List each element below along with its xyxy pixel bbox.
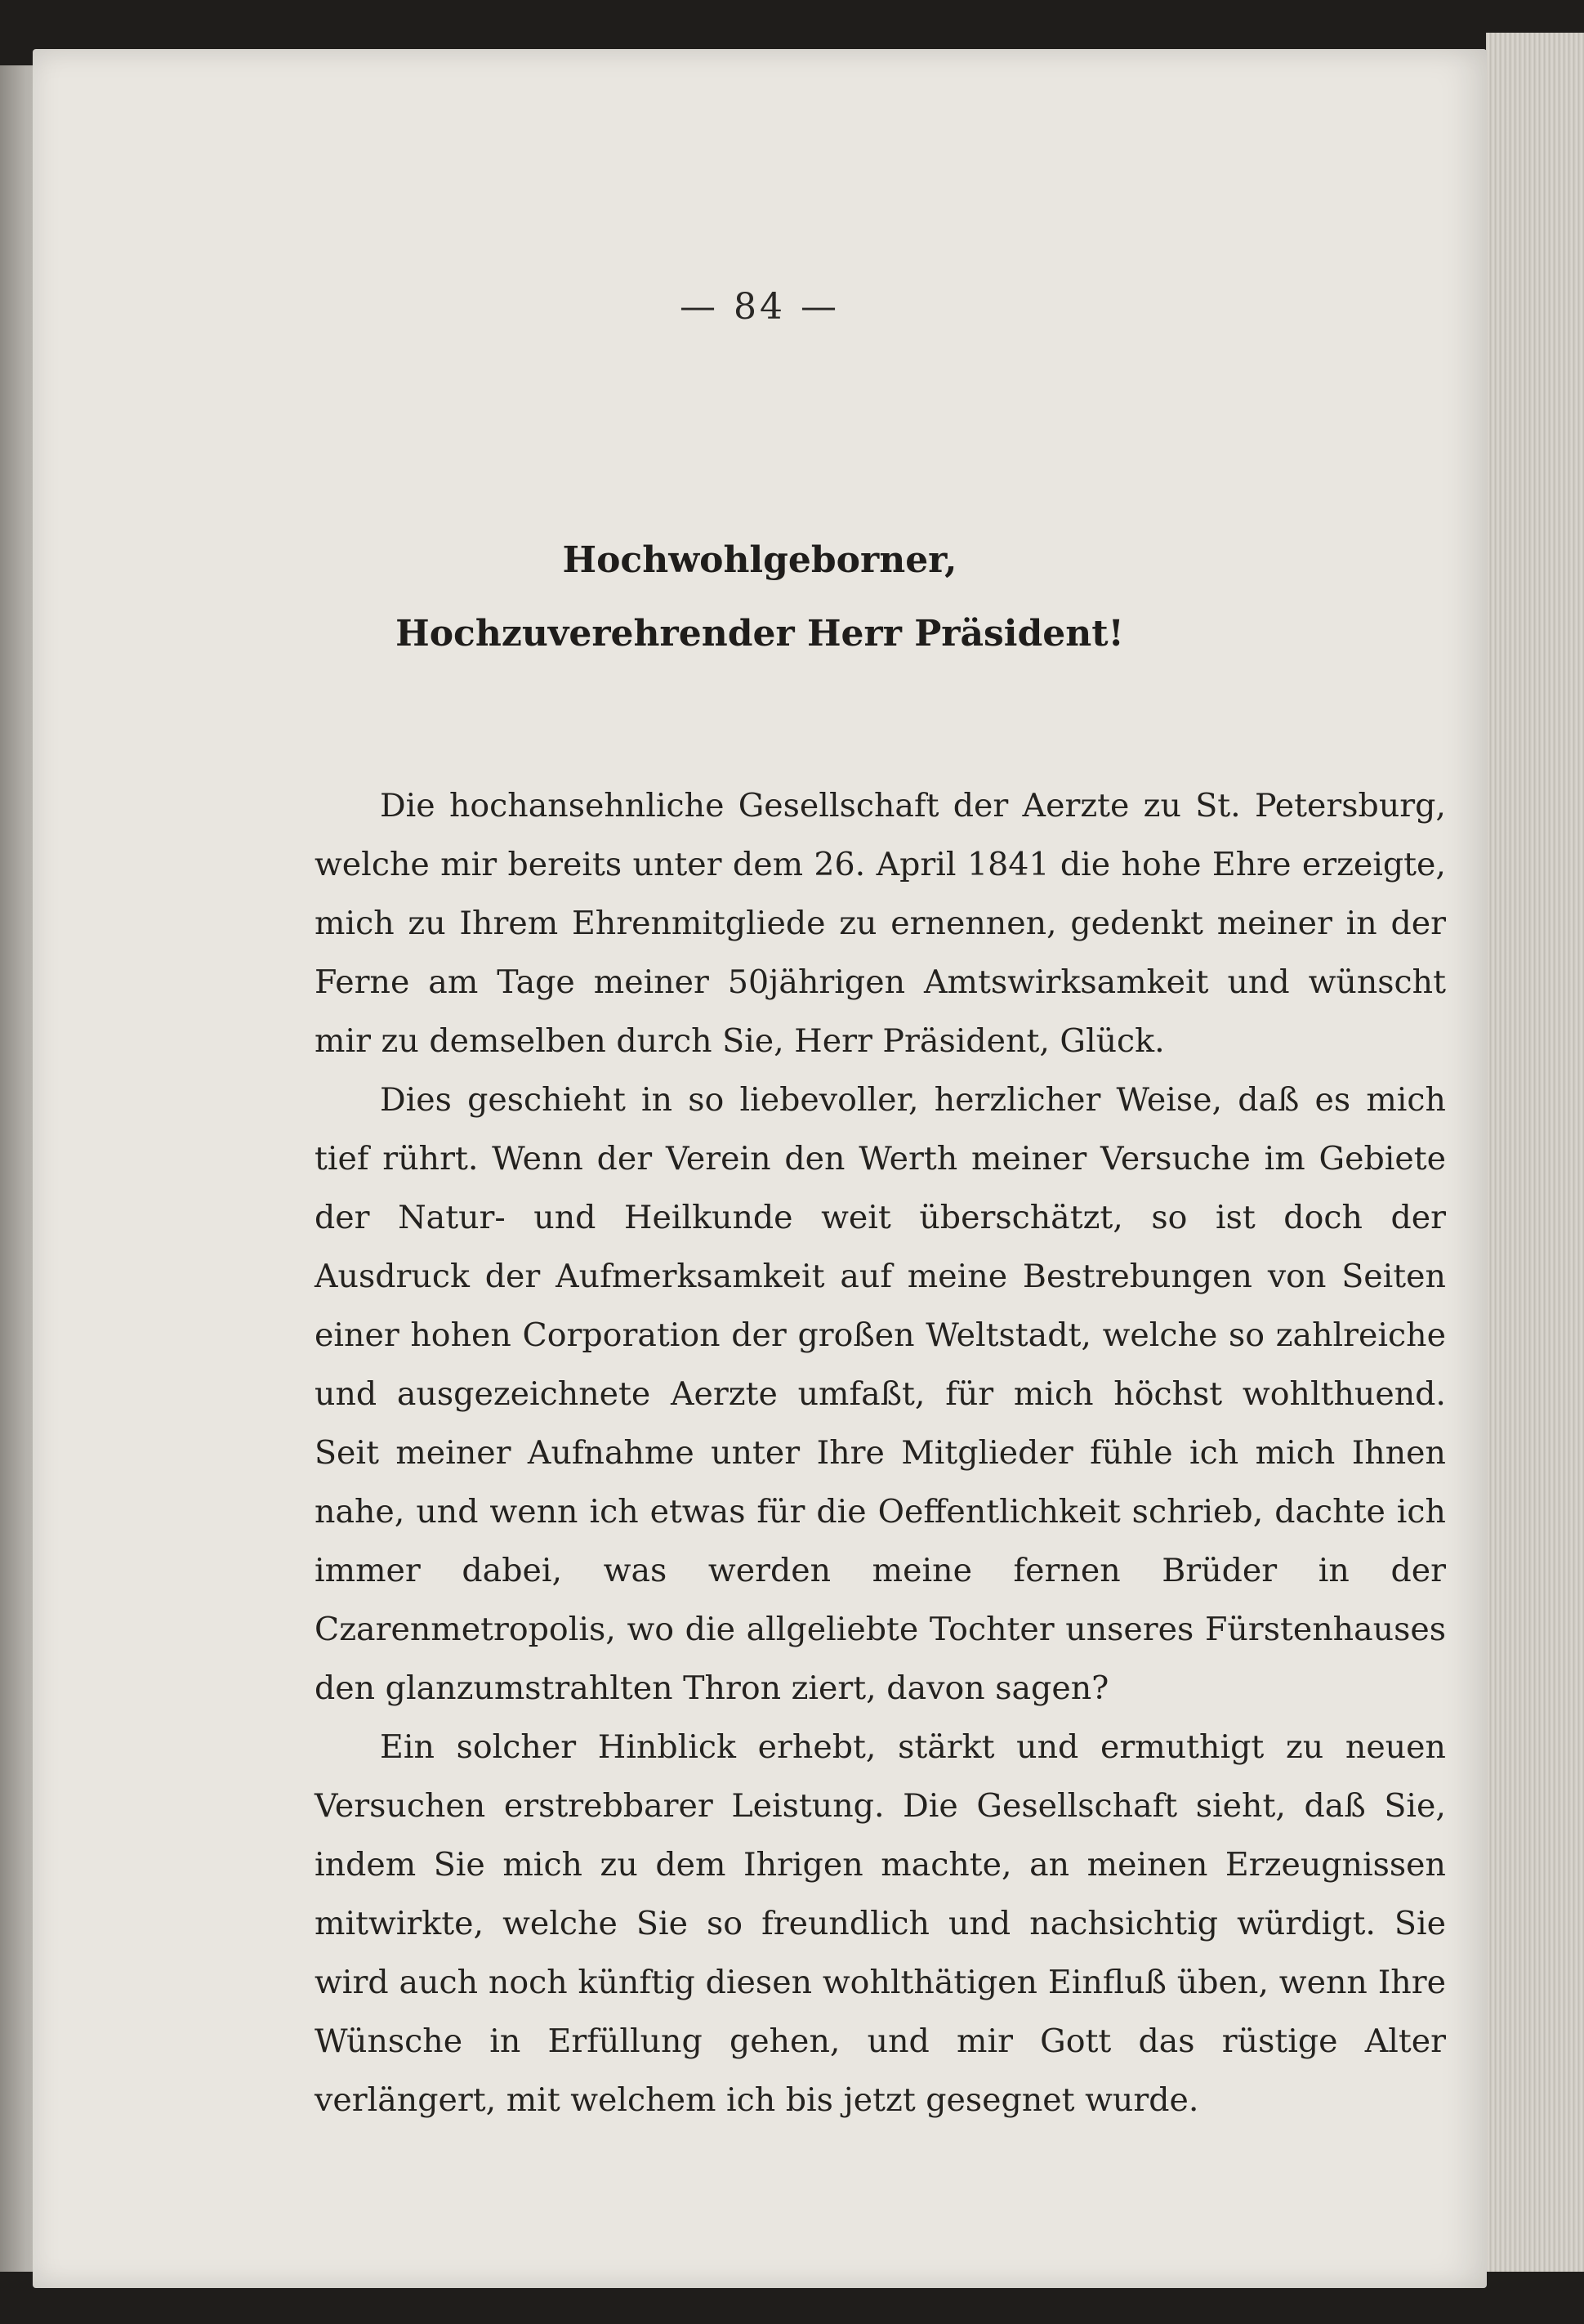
- paragraph-1: Die hochansehnliche Gesellschaft der Aerzte zu St. Petersburg, welche mir bereits unter dem 26. April 1841 die hohe Ehre erzeigte, mich zu Ihrem Ehrenmitgliede zu ernennen, gedenkt meiner in der Ferne am Tage meiner 50jährigen Amtswirksamkeit und wünscht mir zu demselben durch Sie, Herr Präsident, Glück.: [315, 787, 1446, 1060]
- paragraph-2: Dies geschieht in so liebevoller, herzlicher Weise, daß es mich tief rührt. Wenn der Verein den Werth meiner Versuche im Gebiete der Natur- und Heilkunde weit überschätzt, so ist doch der Ausdruck der Aufmerksamkeit auf meine Bestrebungen von Seiten einer hohen Corporation der großen Weltstadt, welche so zahlreiche und ausgezeichnete Aerzte umfaßt, für mich höchst wohlthuend. Seit meiner Aufnahme unter Ihre Mitglieder fühle ich mich Ihnen nahe, und wenn ich etwas für die Oeffentlichkeit schrieb, dachte ich immer dabei, was werden meine fernen Brüder in der Czarenmetropolis, wo die allgeliebte Tochter unseres Fürstenhauses den glanzumstrahlten Thron ziert, davon sagen?: [315, 1081, 1446, 1707]
- salutation-line-1: Hochwohlgeborner,: [562, 539, 957, 581]
- book-page: [33, 49, 1487, 2288]
- salutation-line-2: Hochzuverehrender Herr Präsident!: [395, 613, 1124, 655]
- paragraph-3: Ein solcher Hinblick erhebt, stärkt und ermuthigt zu neuen Versuchen erstrebbarer Leistung. Die Gesellschaft sieht, daß Sie, indem Sie mich zu dem Ihrigen machte, an meinen Erzeugnissen mitwirkte, welche Sie so freundlich und nachsichtig würdigt. Sie wird auch noch künftig diesen wohlthätigen Einfluß üben, wenn Ihre Wünsche in Erfüllung gehen, und mir Gott das rüstige Alter verlängert, mit welchem ich bis jetzt gesegnet wurde.: [315, 1728, 1446, 2119]
- letter-body: [315, 776, 1446, 2130]
- book-right-page-edges: [1486, 33, 1584, 2272]
- page-number: — 84 —: [680, 286, 840, 328]
